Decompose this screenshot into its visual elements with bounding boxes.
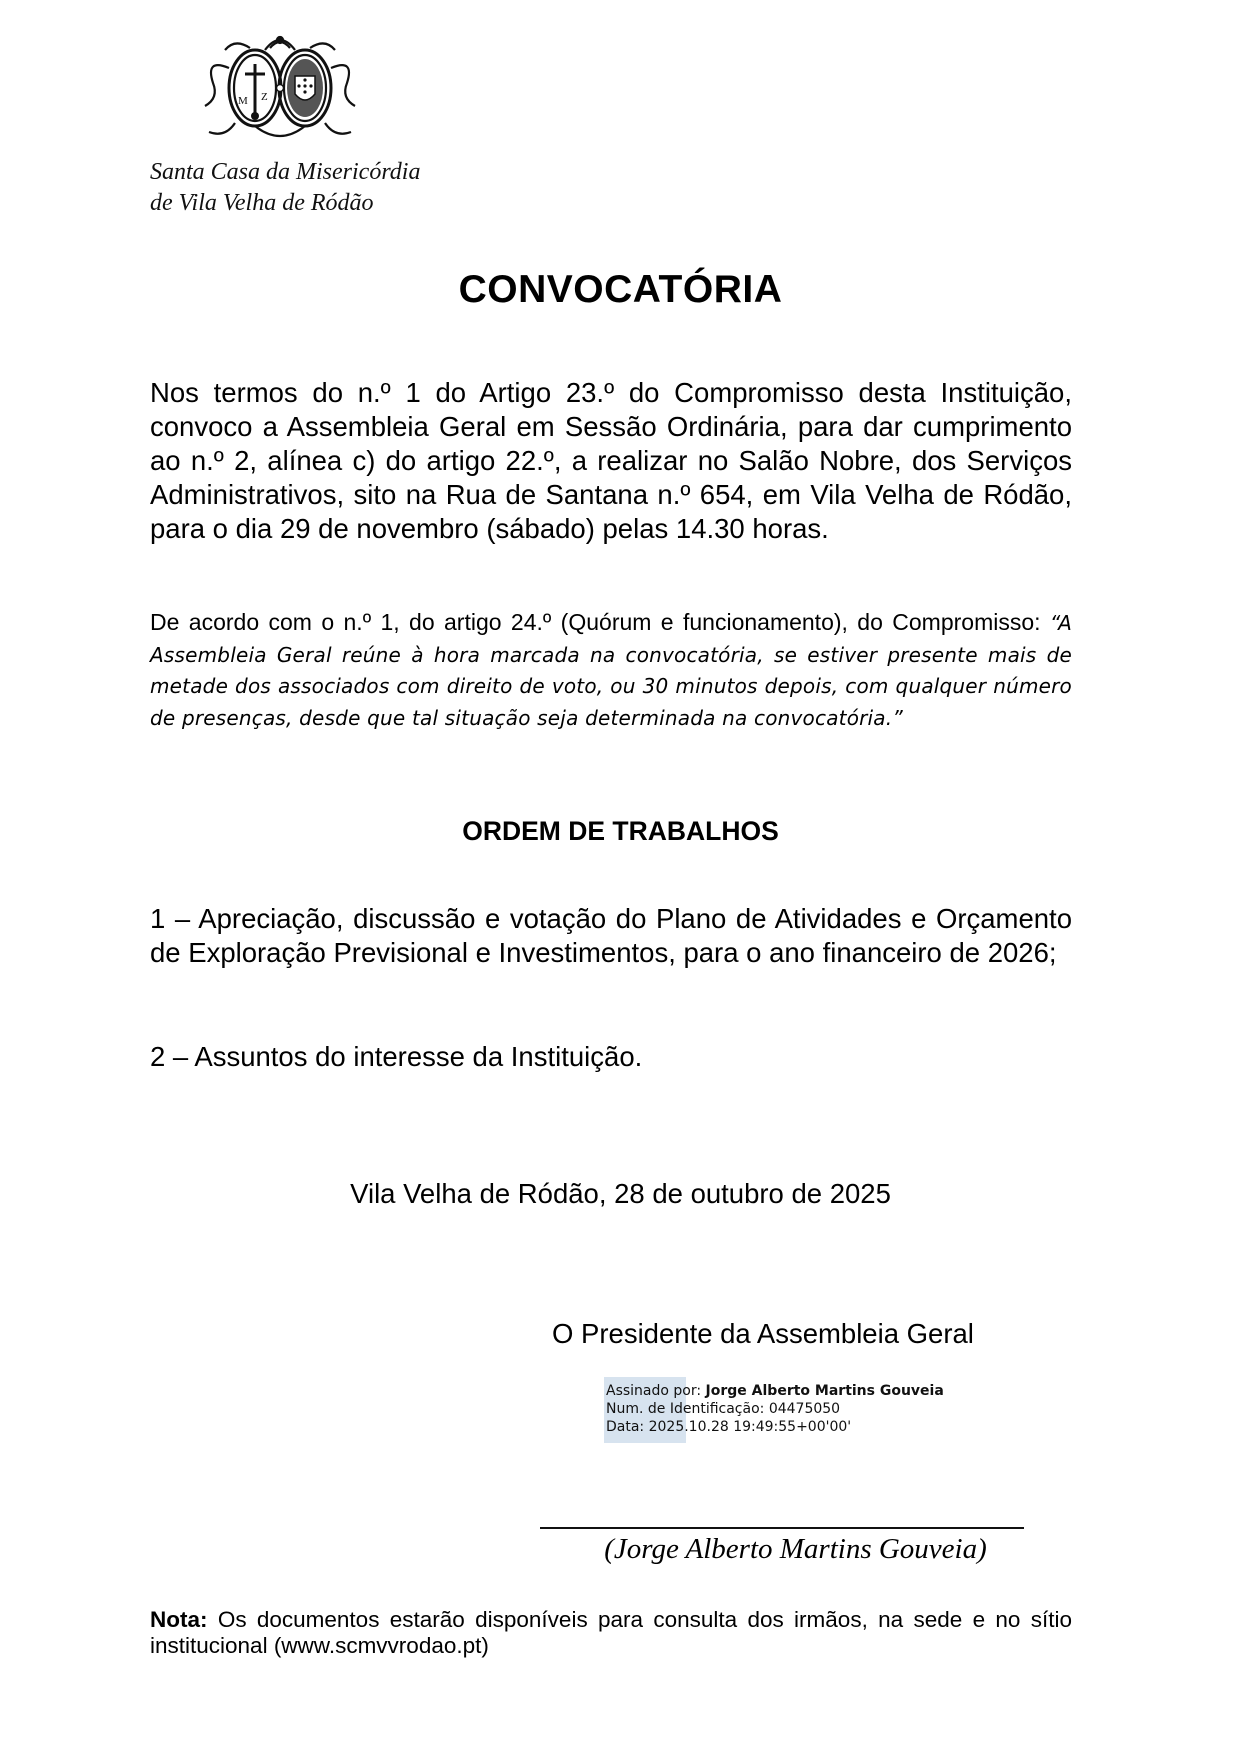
footer-note: [150, 1607, 1072, 1659]
signatory-name: (Jorge Alberto Martins Gouveia): [604, 1533, 987, 1565]
digital-signature-date: Data: 2025.10.28 19:49:55+00'00': [606, 1419, 852, 1435]
coat-of-arms-logo: [195, 28, 365, 146]
quorum-quote: “A Assembleia Geral reúne à hora marcada na convocatória, se estiver presente mais de metade dos associados com direito de voto, ou 30 minutos depois, com qualquer número de presenças, desde que tal situação seja determinada na convocatória.”: [150, 611, 1072, 730]
signed-by-name: Jorge Alberto Martins Gouveia: [705, 1383, 944, 1399]
signatory-role: O Presidente da Assembleia Geral: [552, 1318, 974, 1349]
digital-signature-id: Num. de Identificação: 04475050: [606, 1401, 841, 1417]
agenda-heading: ORDEM DE TRABALHOS: [462, 816, 779, 846]
document-title: CONVOCATÓRIA: [458, 268, 783, 311]
digital-signature-signer: [606, 1382, 944, 1400]
agenda-item: 2 – Assuntos do interesse da Instituição.: [150, 1041, 643, 1072]
signed-by-label: Assinado por:: [606, 1383, 706, 1399]
signature-line: [540, 1527, 1024, 1529]
convocation-paragraph: Nos termos do n.º 1 do Artigo 23.º do Compromisso desta Instituição, convoco a Assembleia Geral em Sessão Ordinária, para dar cumprimento ao n.º 2, alínea c) do artigo 22.º, a realizar no Salão Nobre, dos Serviços Administrativos, sito na Rua de Santana n.º 654, em Vila Velha de Ródão, para o dia 29 de novembro (sábado) pelas 14.30 horas.: [150, 377, 1072, 544]
coat-of-arms-icon: [195, 28, 365, 146]
organization-location: de Vila Velha de Ródão: [150, 190, 374, 216]
place-and-date: Vila Velha de Ródão, 28 de outubro de 2025: [350, 1178, 891, 1209]
quorum-paragraph: [150, 607, 1072, 733]
quorum-intro: De acordo com o n.º 1, do artigo 24.º (Quórum e funcionamento), do Compromisso:: [150, 609, 1050, 635]
agenda-item: 1 – Apreciação, discussão e votação do Plano de Atividades e Orçamento de Exploração Previsional e Investimentos, para o ano financeiro de 2026;: [150, 903, 1072, 968]
svg-text:M: M: [238, 95, 248, 107]
note-label: Nota:: [150, 1607, 208, 1632]
note-text: Os documentos estarão disponíveis para consulta dos irmãos, na sede e no sítio institucional (www.scmvvrodao.pt): [150, 1607, 1072, 1658]
svg-text:Z: Z: [261, 91, 268, 103]
organization-name: Santa Casa da Misericórdia: [150, 159, 421, 185]
